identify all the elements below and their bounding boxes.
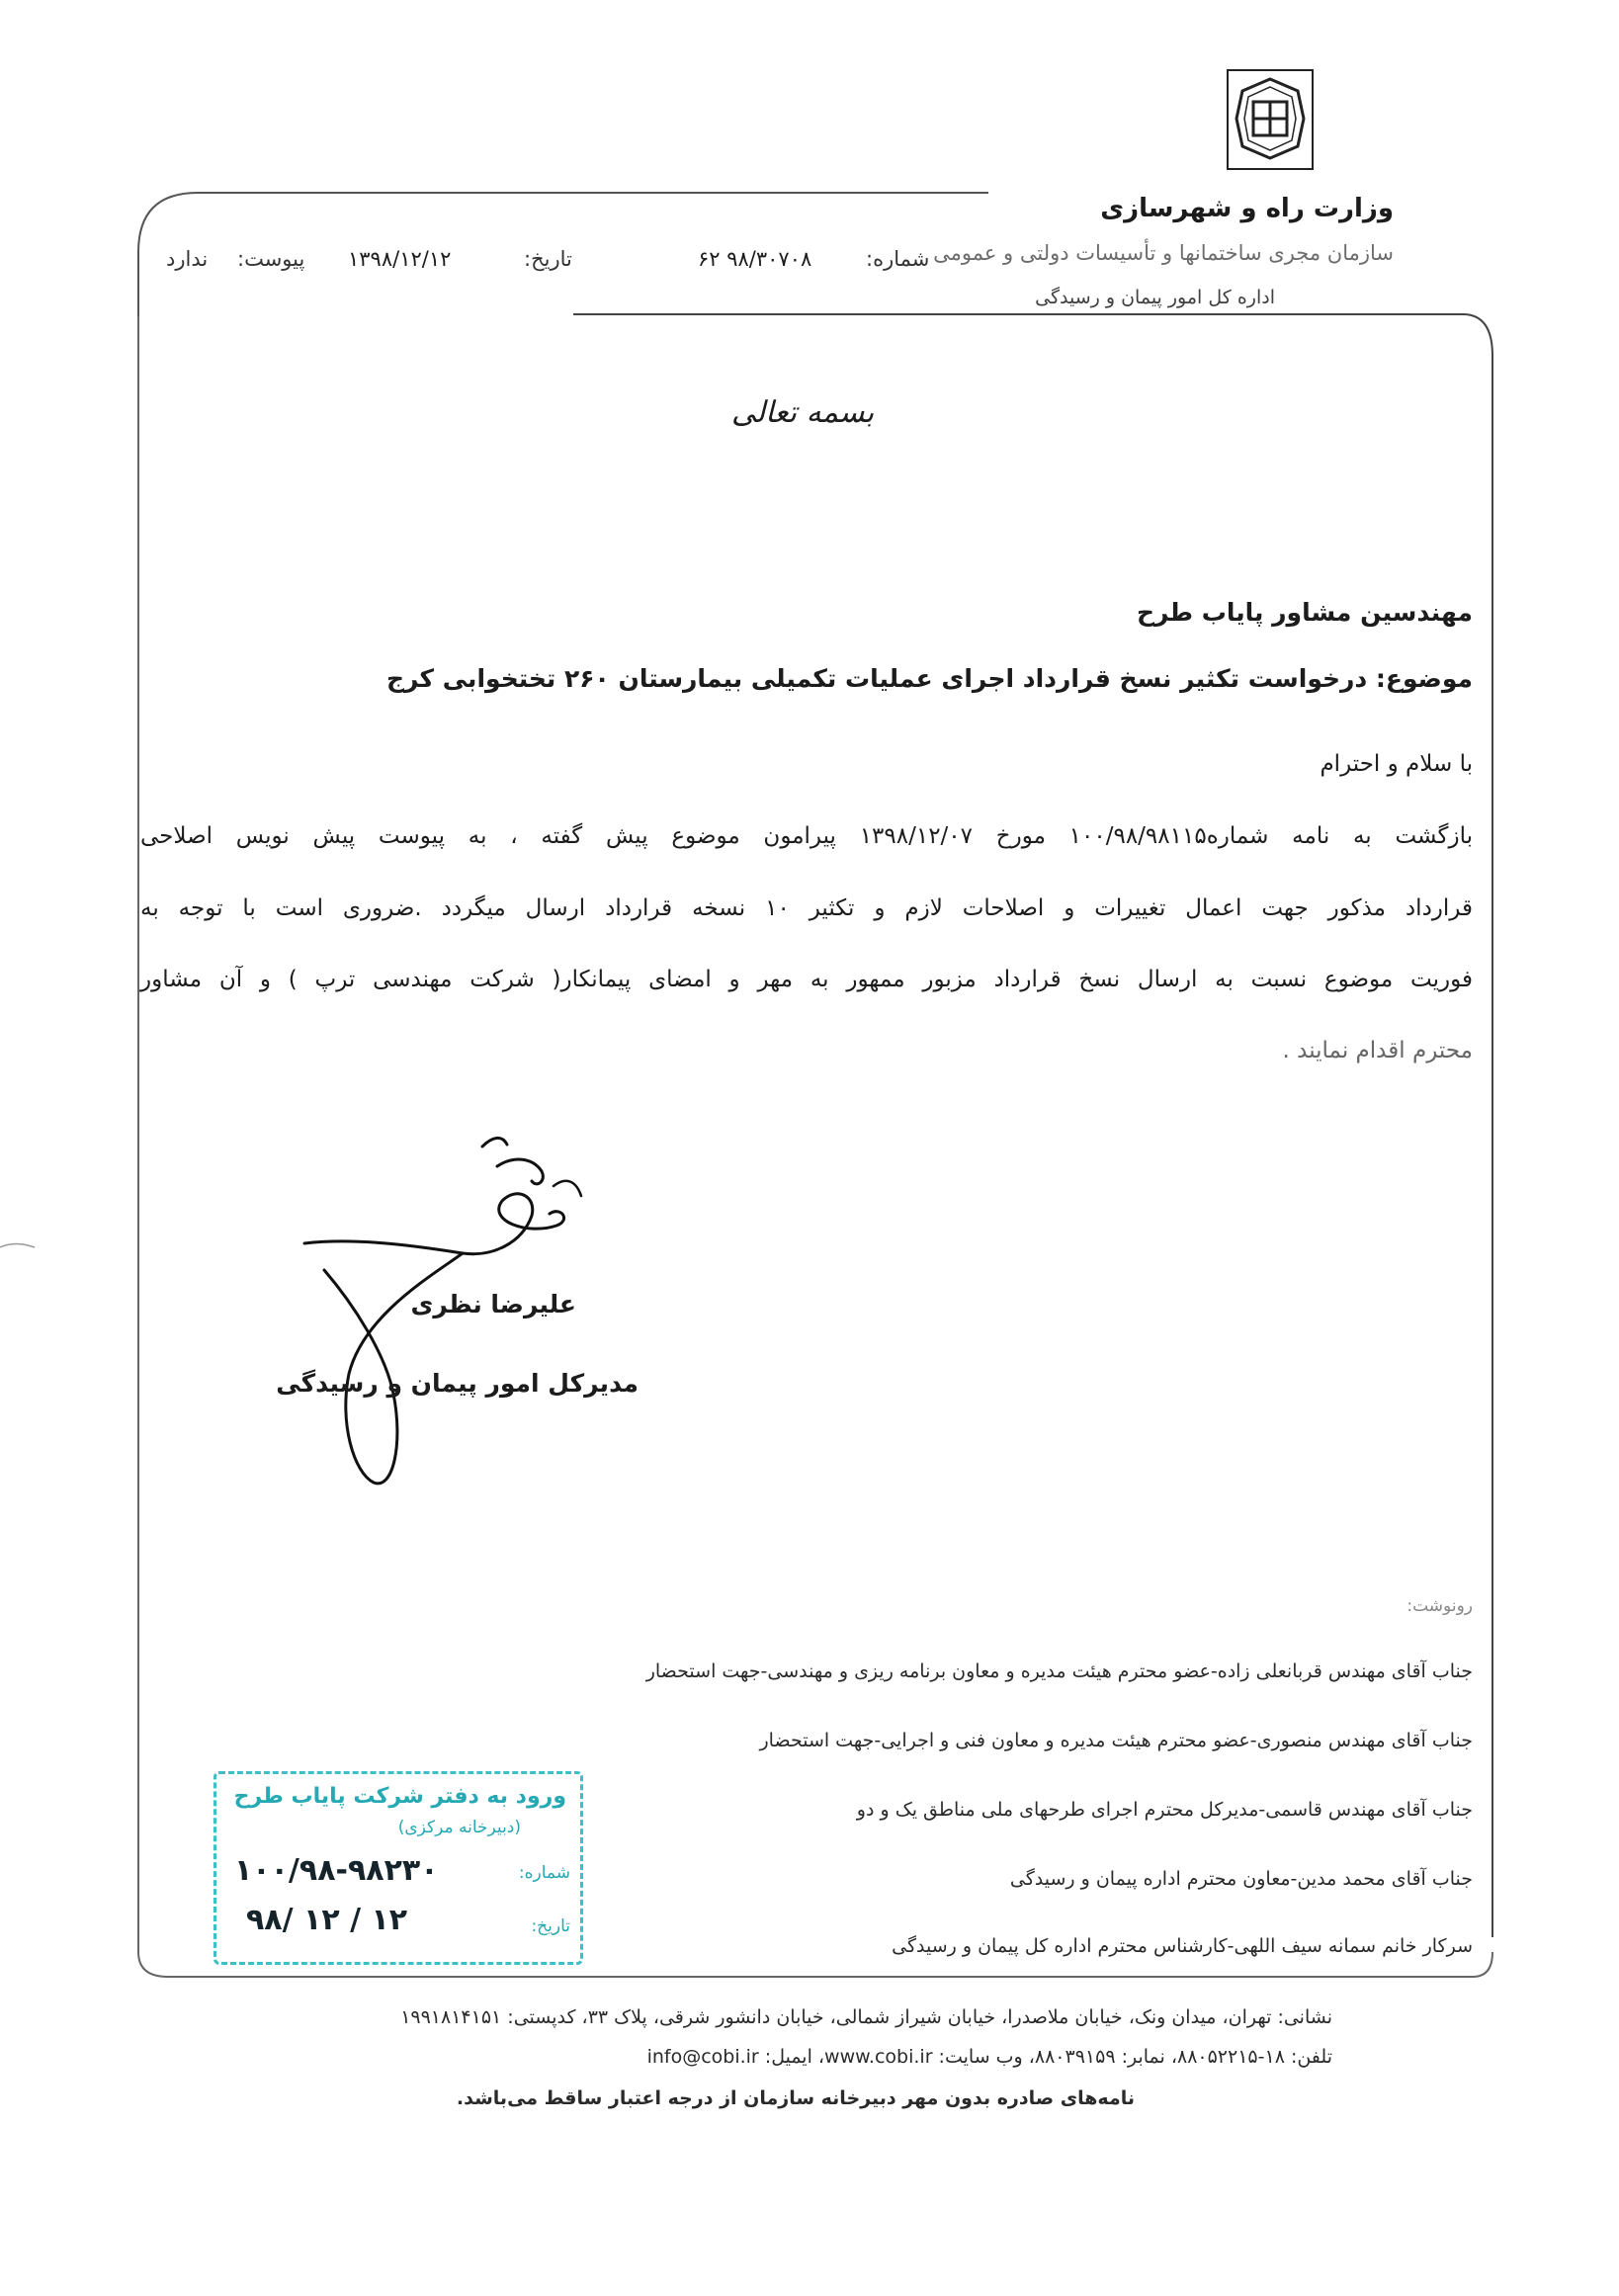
salutation: با سلام و احترام: [1320, 751, 1473, 777]
attachment-value: ندارد: [166, 247, 209, 271]
receipt-stamp: [213, 1771, 583, 1965]
letter-number-value: ۶۲ ۹۸/۳۰۷۰۸: [698, 247, 812, 271]
signer-name: علیرضا نظری: [410, 1290, 576, 1318]
letter-number-label: شماره:: [866, 247, 930, 271]
letter-date-label: تاریخ:: [524, 247, 572, 271]
stamp-date-value: ۹۸/ ۱۲ / ۱۲: [246, 1903, 408, 1937]
department-name: اداره کل امور پیمان و رسیدگی: [1035, 287, 1275, 308]
cc-item: جناب آقای مهندس منصوری-عضو محترم هیئت مدیره و معاون فنی و اجرایی-جهت استحضار: [759, 1730, 1473, 1751]
stamp-subtitle: (دبیرخانه مرکزی): [397, 1818, 521, 1837]
stamp-title: ورود به دفتر شرکت پایاب طرح: [233, 1784, 566, 1809]
subject-line: موضوع: درخواست تکثیر نسخ قرارداد اجرای عملیات تکمیلی بیمارستان ۲۶۰ تختخوابی کرج: [385, 664, 1473, 693]
bismillah-heading: بسمه تعالی: [731, 395, 875, 430]
body-line: فوریت موضوع نسبت به ارسال نسخ قرارداد مزبور ممهور به مهر و امضای پیمانکار( شرکت مهندسی ترپ ) و آن مشاور: [140, 967, 1473, 992]
cc-item: جناب آقای محمد مدین-معاون محترم اداره پیمان و رسیدگی: [1009, 1868, 1473, 1890]
letter-date-value: ۱۳۹۸/۱۲/۱۲: [348, 247, 452, 271]
recipient: مهندسین مشاور پایاب طرح: [1136, 598, 1473, 627]
attachment-label: پیوست:: [237, 247, 305, 271]
body-line: بازگشت به نامه شماره۱۰۰/۹۸/۹۸۱۱۵ مورخ ۱۳۹۸/۱۲/۰۷ پیرامون موضوع پیش گفته ، به پیوست پیش نویس اصلاحی: [140, 823, 1474, 849]
stamp-number-value: ۱۰۰/۹۸-۹۸۲۳۰: [234, 1853, 439, 1888]
ministry-logo-icon: [1227, 69, 1314, 170]
footer-address: نشانی: تهران، میدان ونک، خیابان ملاصدرا، خیابان شیراز شمالی، خیابان دانشور شرقی، پلاک ۳۳، کدپستی: ۱۹۹۱۸۱۴۱۵۱: [400, 2006, 1332, 2028]
footer-contact: تلفن: ۱۸-۸۸۰۵۲۲۱۵، نمابر: ۸۸۰۳۹۱۵۹، وب سایت: www.cobi.ir، ایمیل: info@cobi.ir: [646, 2046, 1332, 2068]
cc-item: جناب آقای مهندس قاسمی-مدیرکل محترم اجرای طرحهای ملی مناطق یک و دو: [856, 1799, 1473, 1821]
stamp-date-label: تاریخ:: [531, 1916, 570, 1936]
ministry-name: وزارت راه و شهرسازی: [1100, 194, 1394, 223]
cc-header: رونوشت:: [1406, 1596, 1473, 1616]
cc-item: جناب آقای مهندس قربانعلی زاده-عضو محترم هیئت مدیره و معاون برنامه ریزی و مهندسی-جهت استحضار: [645, 1660, 1473, 1682]
body-line: محترم اقدام نمایند .: [1282, 1038, 1473, 1063]
cc-item: سرکار خانم سمانه سیف اللهی-کارشناس محترم اداره کل پیمان و رسیدگی: [892, 1935, 1473, 1957]
signer-title: مدیرکل امور پیمان و رسیدگی: [276, 1369, 639, 1398]
organization-name: سازمان مجری ساختمانها و تأسیسات دولتی و عمومی: [933, 241, 1394, 265]
body-line: قرارداد مذکور جهت اعمال تغییرات و اصلاحات لازم و تکثیر ۱۰ نسخه قرارداد ارسال میگردد .ضروری است با توجه به: [140, 895, 1473, 921]
footer-note: نامه‌های صادره بدون مهر دبیرخانه سازمان از درجه اعتبار ساقط می‌باشد.: [456, 2087, 1135, 2109]
stamp-number-label: شماره:: [518, 1863, 570, 1883]
